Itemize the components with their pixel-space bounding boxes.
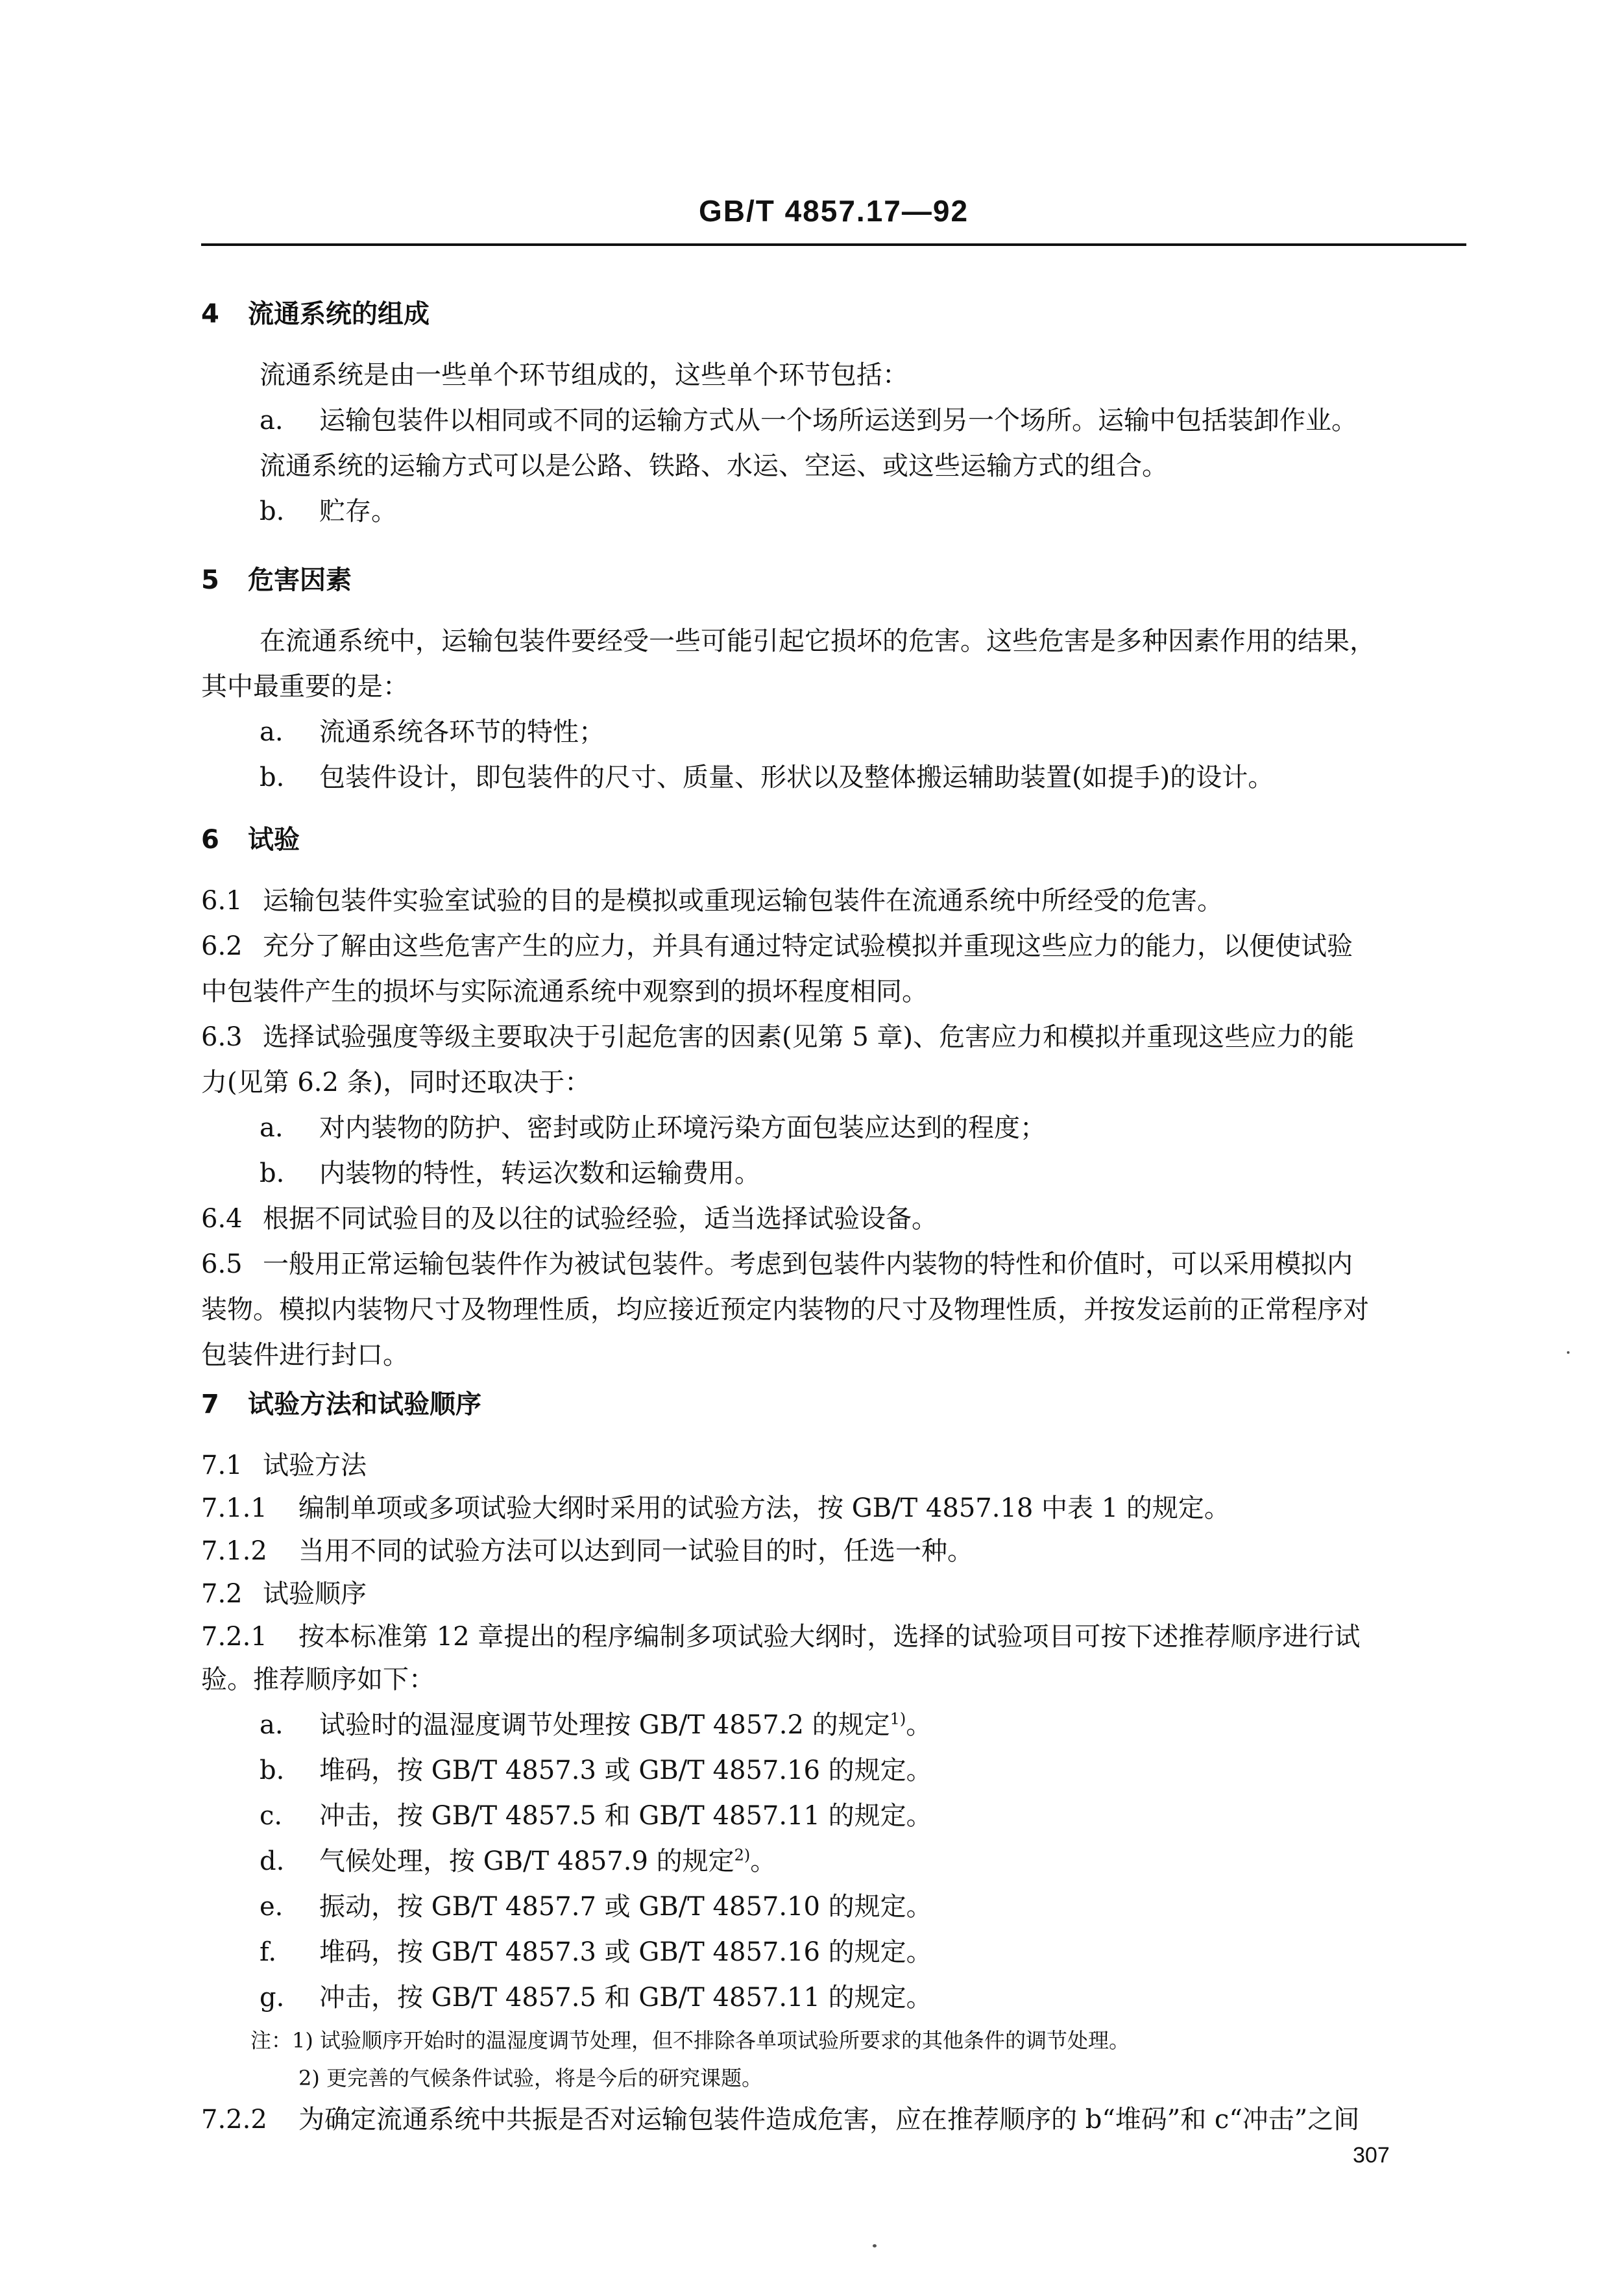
clause-number: 7.1	[201, 1451, 243, 1480]
footnote-1: 注：1) 试验顺序开始时的温湿度调节处理，但不排除各单项试验所要求的其他条件的调节处理。	[250, 2028, 1130, 2053]
paragraph: 力(见第 6.2 条)，同时还取决于：	[201, 1068, 591, 1097]
item-text: 试验时的温湿度调节处理按 GB/T 4857.2 的规定	[319, 1710, 890, 1740]
item-label: c.	[260, 1801, 283, 1831]
clause-number: 7.2	[201, 1579, 243, 1609]
item-label: b.	[260, 1756, 285, 1785]
paragraph: 流通系统的运输方式可以是公路、铁路、水运、空运、或这些运输方式的组合。	[260, 451, 1168, 481]
section-title: 危害因素	[248, 565, 352, 595]
item-label: a.	[260, 1113, 284, 1143]
list-item	[260, 1754, 1466, 1787]
item-text: 包装件设计，即包装件的尺寸、质量、形状以及整体搬运辅助装置(如提手)的设计。	[319, 763, 1274, 792]
clause-number: 7.1.1	[201, 1493, 267, 1523]
clause-6-1	[201, 884, 1466, 918]
clause-number: 6.2	[201, 931, 243, 961]
item-text: 堆码，按 GB/T 4857.3 或 GB/T 4857.16 的规定。	[319, 1756, 932, 1785]
list-item	[260, 1111, 1466, 1145]
clause-7-1-1	[201, 1491, 1466, 1525]
paragraph: 装物。模拟内装物尺寸及物理性质，均应接近预定内装物的尺寸及物理性质，并按发运前的正常程序对	[201, 1295, 1369, 1325]
list-item	[260, 1890, 1466, 1924]
item-text: 贮存。	[319, 496, 397, 526]
list-item	[260, 1844, 1466, 1878]
clause-7-1	[201, 1449, 1466, 1482]
section-7-heading	[201, 1388, 1466, 1421]
clause-6-5	[201, 1247, 1466, 1281]
list-item	[260, 1935, 1466, 1969]
item-text: 流通系统各环节的特性；	[319, 717, 605, 747]
item-text: 振动，按 GB/T 4857.7 或 GB/T 4857.10 的规定。	[319, 1892, 932, 1922]
paragraph: 其中最重要的是：	[201, 672, 409, 702]
clause-7-2-2	[201, 2103, 1466, 2136]
list-item	[260, 1708, 1466, 1742]
item-text: 堆码，按 GB/T 4857.3 或 GB/T 4857.16 的规定。	[319, 1937, 932, 1967]
clause-6-3	[201, 1020, 1466, 1054]
item-text: 气候处理，按 GB/T 4857.9 的规定	[319, 1846, 734, 1876]
clause-number: 6.5	[201, 1249, 243, 1279]
section-6-heading	[201, 823, 1466, 857]
clause-title: 试验方法	[263, 1451, 367, 1480]
standard-code-header: GB/T 4857.17—92	[698, 194, 969, 228]
item-label: g.	[260, 1983, 285, 2013]
section-title: 流通系统的组成	[248, 299, 430, 329]
paragraph: 验。推荐顺序如下：	[201, 1665, 435, 1695]
section-number: 5	[201, 565, 219, 595]
item-text: 对内装物的防护、密封或防止环境污染方面包装应达到的程度；	[319, 1113, 1046, 1143]
list-item	[260, 715, 1466, 749]
item-tail: 。	[750, 1846, 777, 1876]
clause-text: 按本标准第 12 章提出的程序编制多项试验大纲时，选择的试验项目可按下述推荐顺序进行试	[298, 1622, 1361, 1652]
list-item	[260, 1799, 1466, 1833]
clause-7-1-2	[201, 1534, 1466, 1568]
item-label: a.	[260, 717, 284, 747]
section-number: 4	[201, 299, 219, 329]
item-label: b.	[260, 496, 285, 526]
paragraph: 在流通系统中，运输包装件要经受一些可能引起它损坏的危害。这些危害是多种因素作用的结果，	[260, 626, 1376, 656]
clause-number: 6.3	[201, 1022, 243, 1052]
clause-number: 6.4	[201, 1204, 243, 1234]
clause-text: 充分了解由这些危害产生的应力，并具有通过特定试验模拟并重现这些应力的能力，以便使试验	[263, 931, 1353, 961]
list-item	[260, 1981, 1466, 2014]
section-number: 7	[201, 1389, 219, 1419]
clause-7-2-1	[201, 1620, 1466, 1654]
clause-number: 7.2.1	[201, 1622, 267, 1652]
item-text: 内装物的特性，转运次数和运输费用。	[319, 1158, 760, 1188]
footnote-2: 2) 更完善的气候条件试验，将是今后的研究课题。	[298, 2066, 763, 2090]
clause-text: 一般用正常运输包装件作为被试包装件。考虑到包装件内装物的特性和价值时，可以采用模拟内	[263, 1249, 1353, 1279]
clause-6-4	[201, 1202, 1466, 1236]
item-label: d.	[260, 1846, 285, 1876]
clause-text: 根据不同试验目的及以往的试验经验，适当选择试验设备。	[263, 1204, 938, 1234]
item-label: a.	[260, 1710, 284, 1740]
clause-text: 编制单项或多项试验大纲时采用的试验方法，按 GB/T 4857.18 中表 1 的规定。	[298, 1493, 1230, 1523]
footnote-mark: 2)	[734, 1846, 751, 1865]
clause-number: 7.2.2	[201, 2105, 267, 2135]
scan-speck	[1567, 1351, 1569, 1354]
page-number: 307	[1353, 2143, 1390, 2168]
list-item	[260, 761, 1466, 794]
clause-number: 6.1	[201, 886, 243, 916]
paragraph: 流通系统是由一些单个环节组成的，这些单个环节包括：	[260, 360, 908, 390]
item-label: f.	[260, 1937, 277, 1967]
clause-number: 7.1.2	[201, 1536, 267, 1566]
clause-6-2	[201, 929, 1466, 963]
list-item	[260, 1157, 1466, 1190]
section-4-heading	[201, 297, 1466, 331]
section-5-heading	[201, 563, 1466, 597]
item-text: 运输包装件以相同或不同的运输方式从一个场所运送到另一个场所。运输中包括装卸作业。	[319, 406, 1357, 435]
clause-7-2	[201, 1577, 1466, 1611]
clause-text: 当用不同的试验方法可以达到同一试验目的时，任选一种。	[298, 1536, 973, 1566]
item-label: b.	[260, 1158, 285, 1188]
item-text: 冲击，按 GB/T 4857.5 和 GB/T 4857.11 的规定。	[319, 1983, 932, 2013]
section-title: 试验方法和试验顺序	[248, 1389, 481, 1419]
section-title: 试验	[248, 825, 300, 855]
clause-text: 运输包装件实验室试验的目的是模拟或重现运输包装件在流通系统中所经受的危害。	[263, 886, 1223, 916]
clause-title: 试验顺序	[263, 1579, 367, 1609]
item-text: 冲击，按 GB/T 4857.5 和 GB/T 4857.11 的规定。	[319, 1801, 932, 1831]
section-number: 6	[201, 825, 219, 855]
paragraph: 中包装件产生的损坏与实际流通系统中观察到的损坏程度相同。	[201, 977, 928, 1007]
header-rule	[201, 243, 1466, 246]
paragraph: 包装件进行封口。	[201, 1340, 409, 1370]
item-label: b.	[260, 763, 285, 792]
list-item	[260, 495, 1466, 528]
item-label: e.	[260, 1892, 284, 1922]
item-label: a.	[260, 406, 284, 435]
scan-speck	[873, 2244, 877, 2247]
footnote-mark: 1)	[890, 1709, 906, 1728]
list-item	[260, 404, 1466, 437]
item-tail: 。	[906, 1710, 932, 1740]
clause-text: 为确定流通系统中共振是否对运输包装件造成危害，应在推荐顺序的 b“堆码”和 c“冲击”之间	[298, 2105, 1360, 2135]
clause-text: 选择试验强度等级主要取决于引起危害的因素(见第 5 章)、危害应力和模拟并重现这些应力的能	[263, 1022, 1355, 1052]
